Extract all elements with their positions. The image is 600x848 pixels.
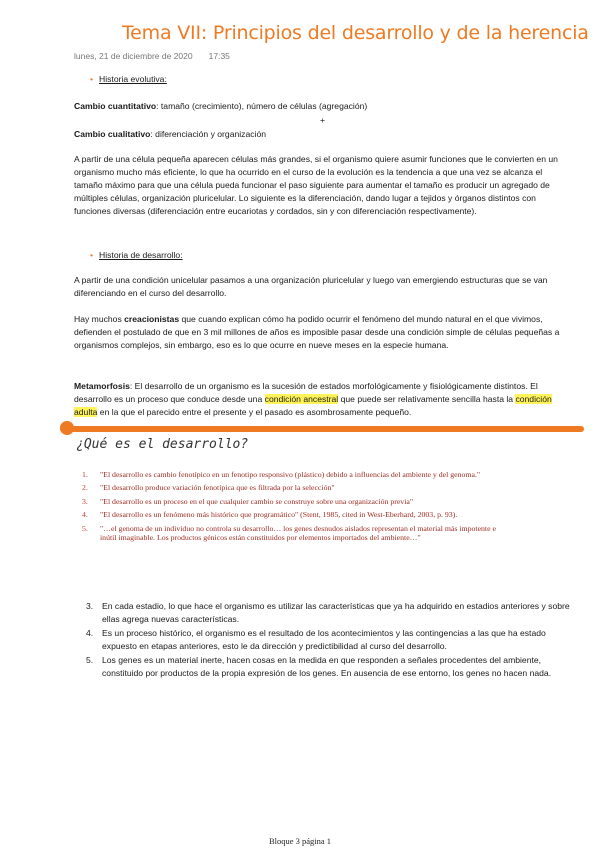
quote-item xyxy=(78,510,498,519)
date-line xyxy=(74,51,230,61)
plus-sign: + xyxy=(320,115,326,125)
date: lunes, 21 de diciembre de 2020 xyxy=(74,51,193,61)
paragraph-evolutiva: A partir de una célula pequeña aparecen células más grandes, si el organismo quiere asumir funciones que le convierten en un organismo mucho más eficiente, lo que ha ocurrido en el curso de la evolución es la tendencia a que una vez se alcanza el tamaño máximo para que una célula pueda funcionar el paso siguiente para aumentar el tamaño es producir un agregado de múltiples células, organización pluricelular. Lo siguiente es la diferenciación, dando lugar a tejidos y órganos distintos con funciones diversas (diferenciación entre eucariotas y cordados, sin y con diferenciación respectivamente). xyxy=(74,154,558,216)
page-title: Tema VII: Principios del desarrollo y de la herencia xyxy=(122,22,589,44)
meta-text3: en la que el parecido entre el presente y el pasado es asombrosamente pequeño. xyxy=(97,407,412,417)
cuant-label: Cambio cuantitativo xyxy=(74,101,157,111)
quote-number: 2. xyxy=(82,483,88,493)
cuant-text: : tamaño (crecimiento), número de células (agregación) xyxy=(156,101,368,111)
bullet-historia-evolutiva xyxy=(90,74,167,84)
quote-text: "El desarrollo produce variación fenotípica que es filtrada por la selección" xyxy=(100,483,335,493)
divider-dot-icon xyxy=(60,421,74,435)
highlight-adulta: condición adulta xyxy=(74,394,552,417)
numbered-list xyxy=(86,600,574,681)
list-item xyxy=(86,627,574,653)
cambio-cuantitativo xyxy=(74,100,574,113)
list-item xyxy=(86,654,574,680)
meta-text1: : El desarrollo de un organismo es la sucesión de estados morfológicamente y fisiológicamente distintos. El desarrollo es un proceso que conduce desde una xyxy=(74,381,538,404)
quote-item xyxy=(78,470,498,479)
paragraph-metamorfosis xyxy=(74,380,568,419)
quote-item xyxy=(78,483,498,492)
bullet-dot-icon: • xyxy=(90,250,94,260)
bullet-label: Historia de desarrollo: xyxy=(99,250,183,260)
quote-text: "El desarrollo es cambio fenotípico en un fenotipo responsivo (plástico) debido a influencias del ambiente y del genoma." xyxy=(100,470,481,479)
creac-label: creacionistas xyxy=(124,314,180,324)
item-text: En cada estadio, lo que hace el organismo es utilizar las características que ya ha adquirido en estadios anteriores y sobre ellas agrega nuevas características. xyxy=(102,601,570,624)
list-item xyxy=(86,600,574,626)
quotes-list xyxy=(78,470,498,546)
bullet-label: Historia evolutiva: xyxy=(99,74,167,84)
item-text: Los genes es un material inerte, hacen cosas en la medida en que responden a señales procedentes del ambiente, constituido por productos de la propia expresión de los genes. En ausencia de ese entorno, los genes no hacen nada. xyxy=(102,655,552,678)
bullet-dot-icon: • xyxy=(90,74,94,84)
item-number: 3. xyxy=(86,601,94,611)
paragraph-creacionistas xyxy=(74,313,568,352)
page-footer: Bloque 3 página 1 xyxy=(268,836,332,846)
meta-label: Metamorfosis xyxy=(74,381,130,391)
paragraph-desarrollo: A partir de una condición unicelular pasamos a una organización pluricelular y luego van emergiendo estructuras que se van diferenciando en el curso del desarrollo. xyxy=(74,275,548,298)
meta-text2: que puede ser relativamente sencilla hasta la xyxy=(338,394,516,404)
quote-number: 5. xyxy=(82,523,88,533)
cual-label: Cambio cualitativo xyxy=(74,129,151,139)
quote-item xyxy=(78,524,498,543)
quote-number: 4. xyxy=(82,510,88,520)
quote-text: "El desarrollo es un proceso en el que cualquier cambio se construye sobre una organización previa" xyxy=(100,496,414,506)
item-number: 4. xyxy=(86,628,94,638)
quote-text: "…el genoma de un individuo no controla su desarrollo… los genes desnudos aislados representan el material más impotente e inútil imaginable. Los productos génicos están constituidos por elementos importados del ambiente…" xyxy=(100,523,496,543)
cual-text: : diferenciación y organización xyxy=(150,129,267,139)
item-text: Es un proceso histórico, el organismo es el resultado de los acontecimientos y las contingencias a las que ha estado expuesto en etapas anteriores, esto le da dirección y predictibilidad al curso del desarrollo. xyxy=(102,628,546,651)
section-heading: ¿Qué es el desarrollo? xyxy=(76,437,252,452)
creac-pre: Hay muchos xyxy=(74,314,125,324)
section-divider xyxy=(60,426,584,432)
quote-number: 1. xyxy=(82,470,88,479)
bullet-historia-desarrollo xyxy=(90,250,183,260)
highlight-ancestral: condición ancestral xyxy=(264,394,339,404)
quote-text: "El desarrollo es un fenómeno más histórico que programático" (Stent, 1985, cited in West-Eberhard, 2003, p. 93). xyxy=(100,510,458,520)
time: 17:35 xyxy=(208,51,230,61)
quote-number: 3. xyxy=(82,496,88,506)
cambio-cualitativo xyxy=(74,128,574,141)
item-number: 5. xyxy=(86,655,94,665)
creac-text: que cuando explican cómo ha podido ocurrir el fenómeno del mundo natural en el que vivimos, defienden el postulado de que en 3 mil millones de años es imposible pasar desde una condición simple de células pequeñas a organismos complejos, sin embargo, eso es lo que ocurre en nueve meses en la especie humana. xyxy=(74,314,560,350)
quote-item xyxy=(78,497,498,506)
